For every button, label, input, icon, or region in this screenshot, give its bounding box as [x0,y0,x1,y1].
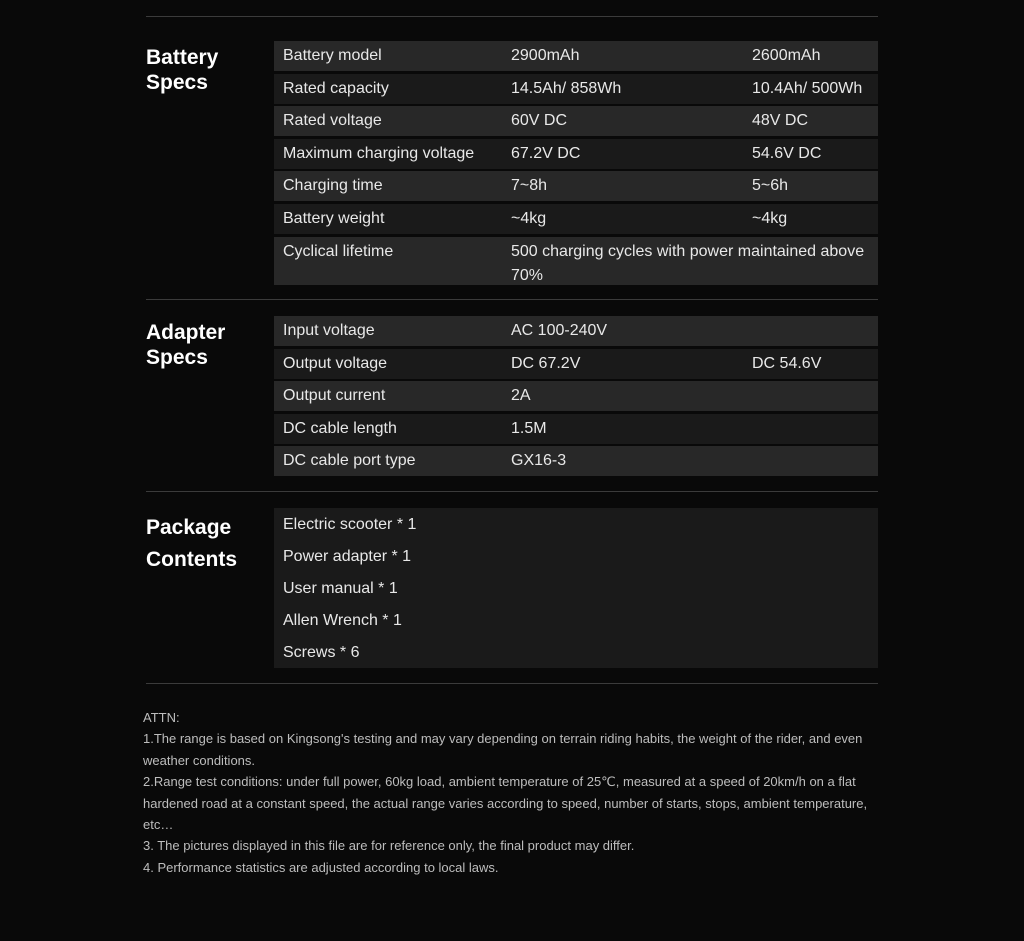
row-value-2600: 2600mAh [752,47,821,64]
battery-title-line2: Specs [146,71,208,94]
list-item: User manual * 1 [283,580,398,597]
table-row [274,316,878,346]
row-value-2900: 2900mAh [511,47,580,64]
package-title-line2: Contents [146,548,237,571]
row-label: Battery weight [283,209,385,227]
row-value-2900: 7~8h [511,177,548,195]
adapter-title-line1: Adapter [146,321,226,344]
table-row [274,414,878,444]
package-contents-title [146,512,237,576]
row-value-2600: 48V DC [752,112,809,130]
table-row [274,106,878,136]
battery-specs-title [146,45,218,95]
row-value: GX16-3 [511,452,567,470]
row-label: Maximum charging voltage [283,144,475,162]
row-value-2900: 67.2V DC [511,144,581,162]
row-label: Input voltage [283,322,375,339]
row-value-2600: 54.6V DC [752,144,822,162]
adapter-specs-table [274,316,878,479]
attn-heading: ATTN: [143,710,180,725]
row-value-2900: ~4kg [511,209,547,227]
row-label: Charging time [283,177,383,195]
list-item: Power adapter * 1 [283,548,412,565]
row-label: DC cable length [283,419,397,437]
row-value: DC 67.2V [511,354,581,372]
row-value-2600: ~4kg [752,209,788,227]
divider-top [146,16,878,17]
divider-adapter [146,491,878,492]
attn-note: 3. The pictures displayed in this file are for reference only, the final product may differ. [143,838,635,854]
table-row [274,381,878,411]
row-label: Rated voltage [283,112,382,130]
attn-notes [143,707,883,878]
list-item: Electric scooter * 1 [283,516,417,533]
row-value-lifetime: 500 charging cycles with power maintained above 70% [511,242,865,284]
table-row [274,139,878,169]
row-value-alt: DC 54.6V [752,354,822,372]
row-label: Output voltage [283,354,388,372]
row-label: Cyclical lifetime [283,242,394,260]
package-title-line1: Package [146,516,232,539]
divider-battery [146,299,878,300]
table-row [274,237,878,285]
table-row [274,446,878,476]
package-contents-list [274,508,878,668]
adapter-title-line2: Specs [146,346,208,369]
row-label: Rated capacity [283,79,389,97]
row-value: AC 100-240V [511,322,608,339]
table-row [274,74,878,104]
row-value-2900: 60V DC [511,112,568,130]
row-value: 1.5M [511,419,547,437]
attn-note: 1.The range is based on Kingsong's testing and may vary depending on terrain riding habits, the weight of the rider, and even weather conditions. [143,731,863,768]
table-row [274,349,878,379]
table-row [274,41,878,71]
row-label: Output current [283,387,386,405]
battery-title-line1: Battery [146,46,219,69]
battery-specs-table [274,41,878,287]
table-row [274,171,878,201]
row-label: Battery model [283,47,382,64]
row-value-2900: 14.5Ah/ 858Wh [511,79,622,97]
divider-package [146,683,878,684]
list-item: Screws * 6 [283,644,360,661]
table-row [274,204,878,234]
row-value: 2A [511,387,531,405]
attn-note: 4. Performance statistics are adjusted according to local laws. [143,859,499,875]
row-label: DC cable port type [283,452,416,470]
list-item: Allen Wrench * 1 [283,612,402,629]
attn-note: 2.Range test conditions: under full power, 60kg load, ambient temperature of 25℃, measured at a speed of 20km/h on a flat hardened road at a constant speed, the actual range varies according to speed, number of starts, stops, ambient temperature, etc… [143,774,868,833]
row-value-2600: 5~6h [752,177,789,195]
adapter-specs-title [146,320,225,370]
row-value-2600: 10.4Ah/ 500Wh [752,79,863,97]
